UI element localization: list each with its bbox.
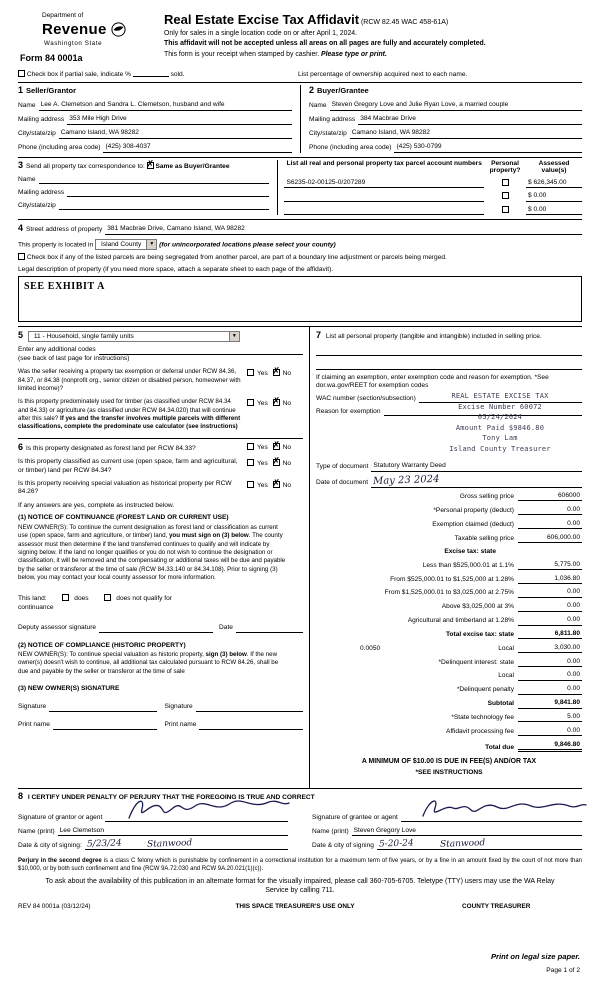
new-owner-signature-heading: (3) NEW OWNER(S) SIGNATURE	[18, 685, 120, 693]
seller-address-field[interactable]: 353 Mile High Drive	[67, 115, 292, 124]
notice-of-continuance-text: NEW OWNER(S): To continue the current designation as forest land or classification as current use (open space, farm and agriculture, or timber) land, you must sign on (3) below. The county assessor must then determine if the land transferred continues to qualify and will indicate by signing below. If the land no longer qualifies or you do not wish to continue the designation or classification, it will be removed and the compensating or additional taxes will be due and payable by the seller or transferor at the time of sale (RCW 84.33.140 or 84.34.108). Prior to signing (3) below, you may contact your local county assessor for more information.	[18, 523, 286, 581]
local-rate-value: 0.0050	[360, 644, 381, 652]
assessed-values-header: Assessed value(s)	[538, 159, 570, 175]
land-qualify-row: This land: does does not qualify for	[18, 595, 172, 603]
minimum-due-note: A MINIMUM OF $10.00 IS DUE IN FEE(S) AND/OR TAX	[361, 758, 537, 765]
yes-checkbox[interactable]	[247, 481, 254, 488]
dropdown-arrow-icon[interactable]: ▼	[146, 240, 156, 249]
parcel-row	[284, 192, 582, 201]
additional-codes-field[interactable]	[99, 347, 303, 355]
seller-phone-field[interactable]: (425) 308-4037	[103, 143, 292, 152]
dor-flag-icon	[110, 22, 127, 37]
new-owner-signature-row: Signature Signature	[18, 703, 303, 712]
partial-sale-checkbox[interactable]	[18, 70, 25, 77]
delinquent-interest-state-field[interactable]: 0.00	[518, 658, 582, 667]
no-checkbox[interactable]: ✗	[272, 439, 281, 451]
no-checkbox[interactable]: ✗	[272, 456, 281, 468]
seller-grantor-block: 1 Seller/Grantor Name Lee A. Clemetson and Sandra L. Clemetson, husband and wife Mailing address 353 Mile High Drive City/state/zip Camano Island, WA 98282 Phone (including area code) (425) 308-4037	[18, 85, 300, 152]
dept-of-label: Department of	[42, 12, 84, 19]
buyer-city-field[interactable]: Camano Island, WA 98282	[350, 129, 582, 138]
grantor-date-city-field[interactable]: 5/23/24 Stanwood	[85, 840, 288, 850]
timber-agriculture-question: Is this property predominately used for timber (as classified under RCW 84.34 and 84.33) or agriculture (as classified under RCW 84.34.020) that will continue after this sale? If yes and the transfer involves multiple parcels with different classifications, complete the predominate use calculator (see instructions) Yes ✗ No	[18, 396, 292, 431]
current-use-question: Is this property classified as current use (open space, farm and agricultural, or timber) land per RCW 84.34? Yes ✗ No	[18, 456, 292, 474]
deputy-assessor-row: Deputy assessor signature Date	[18, 624, 303, 632]
grantor-signature-field[interactable]	[105, 809, 288, 822]
legal-description-value: SEE EXHIBIT A	[24, 281, 105, 293]
tax-correspondence-block: 3 Send all property tax correspondence to: ✗ Same as Buyer/Grantee Name Mailing address City/state/zip	[18, 160, 277, 215]
no-checkbox[interactable]: ✗	[272, 366, 281, 378]
personal-property-checkbox[interactable]	[502, 206, 509, 213]
affidavit-processing-fee-field[interactable]: 0.00	[518, 727, 582, 736]
new-owner-signature-field-2[interactable]	[196, 703, 303, 712]
grantor-signature-block: Signature of grantor or agent Name (print) Lee Clemetson Date & city of signing: 5/23/24 Stanwood	[18, 805, 300, 851]
treasurer-stamp: REAL ESTATE EXCISE TAX Excise Number 60072 05/24/2024 Amount Paid $9846.80 Tony Lam Island County Treasurer	[449, 392, 551, 453]
buyer-name-field[interactable]: Steven Gregory Love and Julie Ryan Love, a married couple	[330, 101, 582, 110]
parcel-row	[284, 179, 582, 188]
middle-columns	[18, 326, 582, 788]
local-tax-field[interactable]: 3,030.00	[518, 644, 582, 653]
header-note-1: Only for sales in a single location code on or after April 1, 2024.	[164, 30, 358, 38]
correspondence-parcel-section	[18, 157, 582, 219]
tier2-tax-field[interactable]: 1,036.80	[518, 575, 582, 584]
gross-selling-price-field[interactable]: 606000	[518, 492, 582, 501]
personal-property-checkbox[interactable]	[502, 179, 509, 186]
treasurer-use-only-label: THIS SPACE TREASURER'S USE ONLY	[235, 902, 355, 910]
perjury-notice: Perjury in the second degree is a class C felony which is punishable by confinement in a correctional institution for a maximum term of five years, or by a fine in an amount fixed by the court of not more than $10,000, or by both such confinement and fine (RCW 9A.72.030 and RCW 9A.20.021(1)(c)).	[18, 858, 582, 873]
buyer-title: Buyer/Grantee	[317, 86, 369, 96]
seller-name-field[interactable]: Lee A. Clemetson and Sandra L. Clemetson, husband and wife	[39, 101, 292, 110]
continuance-label: continuance	[18, 603, 54, 611]
buyer-address-field[interactable]: 384 Macbrae Drive	[358, 115, 582, 124]
notice-of-compliance-heading: (2) NOTICE OF COMPLIANCE (HISTORIC PROPERTY)	[18, 641, 186, 649]
partial-sale-percent-field[interactable]	[133, 70, 169, 77]
grantee-signature-field[interactable]	[401, 809, 582, 822]
property-location-section: 4 Street address of property 381 Macbrae Drive, Camano Island, WA 98282 This property is located in Island County ▼ (for unincorporated locations please select your county) Check box if any of the listed parcels are being segregated from another parcel, are part of a boundary line adjustment or parcels being merged. Legal description of property (if you need more space, attach a separate sheet to each page of the affidavit). SEE EXHIBIT A	[18, 219, 582, 326]
document-date-field[interactable]: May 23 2024	[371, 476, 582, 487]
located-in-label: This property is located in	[18, 240, 94, 248]
grantee-signature-block: Signature of grantee or agent Name (print) Steven Gregory Love Date & city of signing 5-20-24 Stanwood	[300, 805, 582, 851]
exemption-instructions: If claiming an exemption, enter exemption code and reason for exemption. *See dor.wa.gov/REET for exemption codes	[316, 373, 549, 389]
parcel-number-field[interactable]: S6235-02-00125-0/207289	[284, 179, 484, 188]
use-classification-column: 5 11 - Household, single family units ▼ Enter any additional codes (see back of last page for instructions) Was the seller receiving a property tax exemption or deferral under RCW 84.36, 84.37, or 84.38 (nonprofit org., senior citizen or disabled person, homeowner with limited income)? Yes ✗ No Is this property predominately used for timber (as classified under RCW 84.34 and 84.33) or agriculture (as classified under RCW 84.34.020) that will continue after this sale? If yes and the transfer involves multiple parcels with different classifications, complete the predominate use calculator (see instructions) Yes ✗ No 6 Is this property designated as forest land per RCW 84.33? Yes ✗ No Is this property classified as current use (open space, farm and agricultural, or timber) land per RCW 84.34? Yes ✗ No Is this property receiving special valuation as historical property per RCW 84.26? Yes ✗ No If any answers are yes, complete as instructed below. (1) NOTICE OF CONTINUANCE (FOREST LAND OR CURRENT USE) NEW OWNER(S): To continue the current designation as forest land or classification as current use (open space, farm and agriculture, or timber) land, you must sign on (3) below. The county assessor must then determine if the land transferred continues to qualify and will indicate by signing below. If the land no longer qualifies or you do not wish to continue the designation or classification, it will be removed and the compensating or additional taxes will be due and payable by the seller or transferor at the time of sale (RCW 84.33.140 or 84.34.108). Prior to signing (3) below, you may contact your local county assessor for more information. This land: does does not qualify for continuance Deputy assessor signature Date (2) NOTICE OF COMPLIANCE (HISTORIC PROPERTY) NEW OWNER(S): To continue special valuation as historic property, sign (3) below. If the new owner(s) doesn't wish to continue, all additional tax calculated pursuant to RCW 84.26, shall be due and payable by the seller or transferor at the time of sale (3) NEW OWNER(S) SIGNATURE Signature Signature Print name Print name	[18, 327, 310, 788]
form-number: Form 84 0001a	[20, 53, 83, 64]
does-qualify-checkbox[interactable]	[62, 594, 69, 601]
personal-property-intro: 7 List all personal property (tangible and intangible) included in selling price.	[316, 330, 542, 341]
yes-checkbox[interactable]	[247, 399, 254, 406]
seller-city-field[interactable]: Camano Island, WA 98282	[59, 129, 292, 138]
yes-checkbox[interactable]	[247, 369, 254, 376]
new-owner-printname-row: Print name Print name	[18, 721, 303, 730]
buyer-phone-field[interactable]: (425) 530-0799	[394, 143, 582, 152]
deputy-assessor-signature-field[interactable]	[99, 625, 213, 633]
form-title: Real Estate Excise Tax Affidavit	[164, 12, 360, 27]
same-as-buyer-label: Same as Buyer/Grantee	[155, 162, 230, 170]
page-number: Page 1 of 2	[546, 966, 580, 974]
correspondence-address-field[interactable]	[67, 189, 269, 197]
correspondence-city-field[interactable]	[59, 202, 270, 210]
grantee-printed-name-field[interactable]: Steven Gregory Love	[352, 827, 582, 836]
dor-logo	[18, 12, 158, 65]
notice-of-continuance-heading: (1) NOTICE OF CONTINUANCE (FOREST LAND OR CURRENT USE)	[18, 514, 229, 522]
assessed-value-field[interactable]: $ 0.00	[526, 192, 582, 201]
tier4-tax-field[interactable]: 0.00	[518, 602, 582, 611]
total-state-tax-field[interactable]: 6,811.80	[518, 630, 582, 639]
no-checkbox[interactable]: ✗	[272, 396, 281, 408]
new-owner-printname-field-2[interactable]	[199, 721, 303, 730]
grantee-date-city-field[interactable]: 5-20-24 Stanwood	[377, 840, 582, 850]
assessed-value-field[interactable]: $ 626,345.00	[526, 179, 582, 188]
sold-label: sold.	[170, 70, 185, 78]
land-use-code-select[interactable]: 11 - Household, single family units ▼	[28, 331, 240, 342]
agricultural-tax-field[interactable]: 0.00	[518, 616, 582, 625]
legal-description-field[interactable]	[18, 276, 582, 322]
excise-tax-table: Gross selling price 606000 *Personal property (deduct) 0.00 Exemption claimed (deduct) 0.00 Taxable selling price 606,000.00 Excise tax: state Less than $525,000.01 at 1.1% 5,775.00 From $525,000.01 to $1,525,000 at 1.28% 1,036.80 From $1,525,000.01 to $3,025,000 at 2.75% 0.00 Above $3,025,000 at 3% 0.00 Agricultural and timberland at 1.28% 0.00 Total excise tax: state 6,811.80 0.0050 Local 3,030.00 *Delinquent interest: state 0.00 Local 0.00 *Delinquent penalty 0.00 Subtotal 9,841.80 *State technology fee 5.00 Affidavit processing fee 0.00 Total due 9,846.80	[316, 492, 582, 752]
personal-property-checkbox[interactable]	[502, 192, 509, 199]
subtotal-field[interactable]: 9,841.80	[518, 699, 582, 708]
selling-price-column: 7 List all personal property (tangible and intangible) included in selling price. If claiming an exemption, enter exemption code and reason for exemption. *See dor.wa.gov/REET for exemption codes WAC number (section/subsection) Reason for exemption REAL ESTATE EXCISE TAX Excise Number 60072 05/24/2024 Amount Paid $9846.80 Tony Lam Island County Treasurer Type of document Statutory Warranty Deed Date of document May 23 2024 Gross selling price 606000 *Personal property (deduct) 0.00 Exemption claimed (deduct) 0.00 Taxable selling price 606,000.00 Excise tax: state Less than $525,000.01 at 1.1% 5,775.00 From $525,000.01 to $1,525,000 at 1.28% 1,036.80 From $1,525,000.01 to $3,025,000 at 2.75% 0.00 Above $3,025,000 at 3% 0.00 Agricultural and timberland at 1.28% 0.00 Total excise tax: state 6,811.80 0.0050 Local 3,030.00 *Delinquent interest: state 0.00 Local 0.00 *Delinquent penalty 0.00 Subtotal 9,841.80 *State technology fee 5.00 Affidavit processing fee 0.00 Total due 9,846.80 A MINIMUM OF $10.00 IS DUE IN FEE(S) AND/OR TAX *SEE INSTRUCTIONS	[316, 330, 580, 776]
parcel-numbers-header: List all real and personal property tax parcel account numbers	[286, 159, 482, 167]
land-use-section: 5 11 - Household, single family units ▼	[18, 330, 303, 342]
rev-number: REV 84 0001a (03/12/24)	[18, 902, 91, 910]
personal-property-list-field[interactable]	[316, 342, 582, 356]
street-address-field[interactable]: 381 Macbrae Drive, Camano Island, WA 98282	[105, 225, 582, 234]
personal-property-header: Personal property?	[489, 159, 521, 175]
form-law-reference: (RCW 82.45 WAC 458-61A)	[360, 19, 449, 26]
legal-size-note: Print on legal size paper.	[490, 952, 580, 962]
segregated-parcels-checkbox[interactable]	[18, 253, 25, 260]
parcel-number-field[interactable]	[284, 194, 484, 202]
alternate-format-notice: To ask about the availability of this publication in an alternate format for the visually impaired, please call 360-705-6705. Teletype (TTY) users may use the WA Relay Service by calling 711.	[45, 878, 555, 895]
partial-sale-row	[18, 70, 582, 79]
certification-section: 8 I CERTIFY UNDER PENALTY OF PERJURY THAT THE FOREGOING IS TRUE AND CORRECT Signature of grantor or agent Name (print) Lee Clemetson Date & city of signing: 5/23/24 Stanwood Signature of grantee or agent Name (print) Steven Gregory Love Date & city of signing 5-20-24 Stanwood	[18, 788, 582, 854]
taxable-selling-price-field[interactable]: 606,000.00	[518, 534, 582, 543]
yes-checkbox[interactable]	[247, 459, 254, 466]
no-checkbox[interactable]: ✗	[272, 478, 281, 490]
parcel-number-field[interactable]	[284, 207, 484, 215]
header-note-3: This form is your receipt when stamped by cashier. Please type or print.	[164, 50, 387, 58]
washington-state-label: Washington State	[44, 39, 103, 47]
certify-statement: I CERTIFY UNDER PENALTY OF PERJURY THAT THE FOREGOING IS TRUE AND CORRECT	[27, 794, 315, 802]
footer-reference-row	[18, 903, 582, 911]
parcel-row	[284, 206, 582, 215]
grantor-signature-ink	[123, 794, 293, 824]
historic-property-question: Is this property receiving special valuation as historical property per RCW 84.26? Yes ✗ No	[18, 478, 292, 496]
header-note-2: This affidavit will not be accepted unless all areas on all pages are fully and accurately completed.	[164, 40, 486, 48]
additional-codes-note: (see back of last page for instructions)	[18, 354, 130, 362]
send-correspondence-label: Send all property tax correspondence to:	[26, 162, 145, 170]
yes-checkbox[interactable]	[247, 443, 254, 450]
parties-section	[18, 82, 582, 156]
buyer-grantee-block: 2 Buyer/Grantee Name Steven Gregory Love and Julie Ryan Love, a married couple Mailing address 384 Macbrae Drive City/state/zip Camano Island, WA 98282 Phone (including area code) (425) 530-0799	[300, 85, 582, 152]
notice-of-compliance-text: NEW OWNER(S): To continue special valuation as historic property, sign (3) below. If the new owner(s) doesn't wish to continue, all additional tax calculated pursuant to RCW 84.26, shall be due and payable by the seller or transferor at the time of sale	[18, 651, 279, 675]
personal-property-list-field[interactable]	[316, 356, 582, 370]
delinquent-penalty-field[interactable]: 0.00	[518, 685, 582, 694]
grantee-signature-ink	[419, 794, 589, 824]
new-owner-printname-field-1[interactable]	[53, 721, 157, 730]
total-due-field[interactable]: 9,846.80	[518, 741, 582, 752]
form-header	[18, 12, 582, 65]
tier1-tax-field[interactable]: 5,775.00	[518, 561, 582, 570]
dropdown-arrow-icon[interactable]: ▼	[229, 332, 239, 341]
see-instructions-note: *SEE INSTRUCTIONS	[415, 768, 483, 776]
assessed-value-field[interactable]: $ 0.00	[526, 206, 582, 215]
parcel-table	[277, 160, 582, 215]
deputy-assessor-date-field[interactable]	[236, 625, 303, 633]
county-note: (for unincorporated locations please select your county)	[159, 240, 336, 248]
document-type-field[interactable]: Statutory Warranty Deed	[371, 462, 582, 471]
county-select[interactable]: Island County ▼	[95, 239, 157, 250]
same-as-buyer-checkbox[interactable]: ✗	[146, 158, 155, 170]
ownership-percentage-note: List percentage of ownership acquired next to each name.	[298, 70, 468, 78]
personal-property-deduct-field[interactable]: 0.00	[518, 506, 582, 515]
correspondence-name-field[interactable]	[39, 176, 270, 184]
new-owner-signature-field-1[interactable]	[49, 703, 156, 712]
segregated-parcels-label: Check box if any of the listed parcels are being segregated from another parcel, are part of a boundary line adjustment or parcels being merged.	[26, 254, 447, 262]
delinquent-interest-local-field[interactable]: 0.00	[518, 671, 582, 680]
if-yes-note: If any answers are yes, complete as instructed below.	[18, 501, 175, 509]
legal-description-label: Legal description of property (if you need more space, attach a separate sheet to each page of the affidavit).	[18, 265, 334, 273]
tier3-tax-field[interactable]: 0.00	[518, 588, 582, 597]
county-treasurer-label: COUNTY TREASURER	[462, 902, 531, 910]
seller-title: Seller/Grantor	[26, 86, 77, 96]
revenue-wordmark: Revenue	[42, 21, 107, 39]
grantor-printed-name-field[interactable]: Lee Clemetson	[58, 827, 288, 836]
partial-sale-label: Check box if partial sale, indicate %	[26, 70, 131, 78]
excise-tax-state-heading: Excise tax: state	[444, 547, 496, 555]
state-technology-fee-field[interactable]: 5.00	[518, 713, 582, 722]
does-not-qualify-checkbox[interactable]	[104, 594, 111, 601]
forest-land-question: 6 Is this property designated as forest land per RCW 84.33? Yes ✗ No	[18, 439, 292, 452]
exemption-claimed-field[interactable]: 0.00	[518, 520, 582, 529]
designation-section	[18, 438, 303, 734]
exemption-deferral-question: Was the seller receiving a property tax exemption or deferral under RCW 84.36, 84.37, or 84.38 (nonprofit org., senior citizen or disabled person, homeowner with limited income)? Yes ✗ No	[18, 366, 292, 392]
